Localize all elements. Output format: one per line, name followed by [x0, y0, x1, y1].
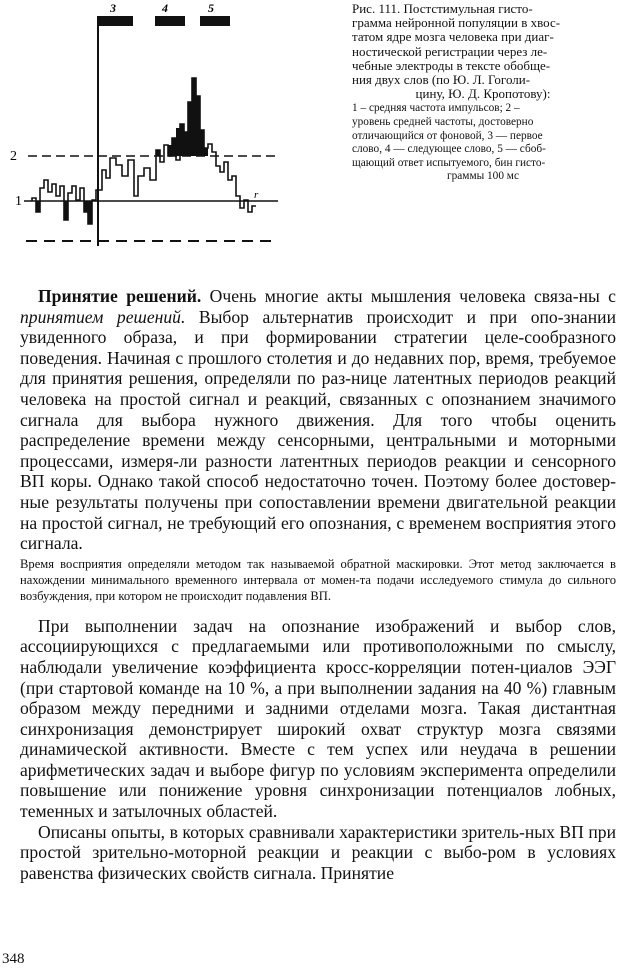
- emphasis-text: принятием решений.: [20, 306, 186, 327]
- legend-line: щающий ответ испытуемого, бин гисто-: [352, 156, 546, 169]
- marker-label-3: 3: [110, 1, 116, 15]
- small-note: Время восприятия определяли методом так называемой обратной маскировки. Этот метод заключается в нахождении минимального временного интервала от момен-та подачи исследуемого стимула до сильного возбуждения, при котором не происходит подавления ВП.: [20, 556, 616, 603]
- section-heading: Принятие решений.: [38, 286, 202, 306]
- marker-bar-5: [200, 16, 230, 26]
- legend-line: 1 – средняя частота импульсов; 2 –: [352, 102, 520, 115]
- caption-legend: [352, 102, 614, 184]
- body-text: [20, 286, 616, 883]
- fill-a: [168, 138, 176, 156]
- legend-line: слово, 4 — следующее слово, 5 — сбоб-: [352, 143, 546, 156]
- caption-line: грамма нейронной популяции в хвос-: [352, 15, 561, 31]
- paragraph-eeg: При выполнении задач на опознание изображений и выбор слов, ассоциирующихся с предлагаемыми или противоположными по смыслу, наблюдали увеличение коэффициента кросс-корреляции потен-циалов ЭЭГ (при стартовой команде на 10 %, а при выполнении задания на 40 %) главным образом между передними и задними отделами мозга. Такая дистантная синхронизация демонстрирует широкий охват структур мозга связями динамической активности. Вместе с тем успех или неудача в решении арифметических задач и выборе фигур по условиям эксперимента определили повышение или понижение уровня синхронизации потенциалов лобных, теменных и затылочных областей.: [20, 615, 616, 822]
- caption-line: татом ядре мозга человека при диаг-: [352, 29, 554, 45]
- paragraph-decisions: [20, 286, 616, 554]
- caption-line: ностической регистрации через ле-: [352, 43, 548, 59]
- tick-label: r: [254, 189, 259, 201]
- fill-g: [36, 201, 40, 212]
- axis-label-1: 1: [15, 194, 22, 209]
- histogram-figure: [10, 0, 290, 262]
- marker-label-5: 5: [208, 1, 214, 15]
- fill-c: [156, 150, 160, 156]
- caption-line: Рис. 111. Постстимульная гисто-: [352, 1, 533, 16]
- paragraph-text: Очень многие акты мышления человека связа-ны с: [201, 286, 616, 306]
- marker-bar-3: [97, 16, 133, 26]
- paragraph-vp: Описаны опыты, в которых сравнивали характеристики зритель-ных ВП при простой зрительно-моторной реакции и реакции с выбо-ром в условиях равенства физических свойств сигнала. Принятие: [20, 821, 616, 883]
- caption-line: чебные электроды в тексте обобще-: [352, 57, 551, 73]
- page-number: 348: [2, 951, 25, 967]
- caption-line: ния двух слов (по Ю. Л. Гоголи-: [352, 72, 531, 88]
- legend-line: уровень средней частоты, достоверно: [352, 116, 534, 129]
- legend-line: отличающийся от фоновой, 3 — первое: [352, 129, 543, 142]
- figure: [0, 0, 620, 270]
- caption-line: цину, Ю. Д. Кропотову):: [415, 86, 551, 102]
- paragraph-text: Выбор альтернатив происходит и при опо-знании увиденного образа, и при формировании стратегии целе-сообразного поведения. Начиная с прошлого столетия и до недавних пор, время, требуемое для принятия решения, определяли по раз-нице латентных периодов реакций человека на простой сигнал и реакций, связанных с опознанием значимого сигнала для выбора нужного движения. Для того чтобы оценить распределение времени между сенсорными, центральными и моторными процессами, измеря-ли разности латентных периодов реакции и сенсорного ВП коры. Однако такой способ недостаточно точен. Поэтому более достовер-ные результаты получены при сопоставлении времени двигательной реакции на простой сигнал, не требующий его опознания, с временем восприятия этого сигнала.: [20, 306, 616, 554]
- fill-e: [88, 201, 92, 224]
- fill-f: [64, 201, 68, 220]
- figure-caption: [352, 2, 614, 184]
- fill-d: [84, 201, 88, 212]
- legend-line: граммы 100 мс: [447, 170, 519, 183]
- axis-label-2: 2: [10, 149, 17, 164]
- fill-b: [176, 78, 208, 156]
- marker-label-4: 4: [162, 1, 168, 15]
- marker-bar-4: [155, 16, 185, 26]
